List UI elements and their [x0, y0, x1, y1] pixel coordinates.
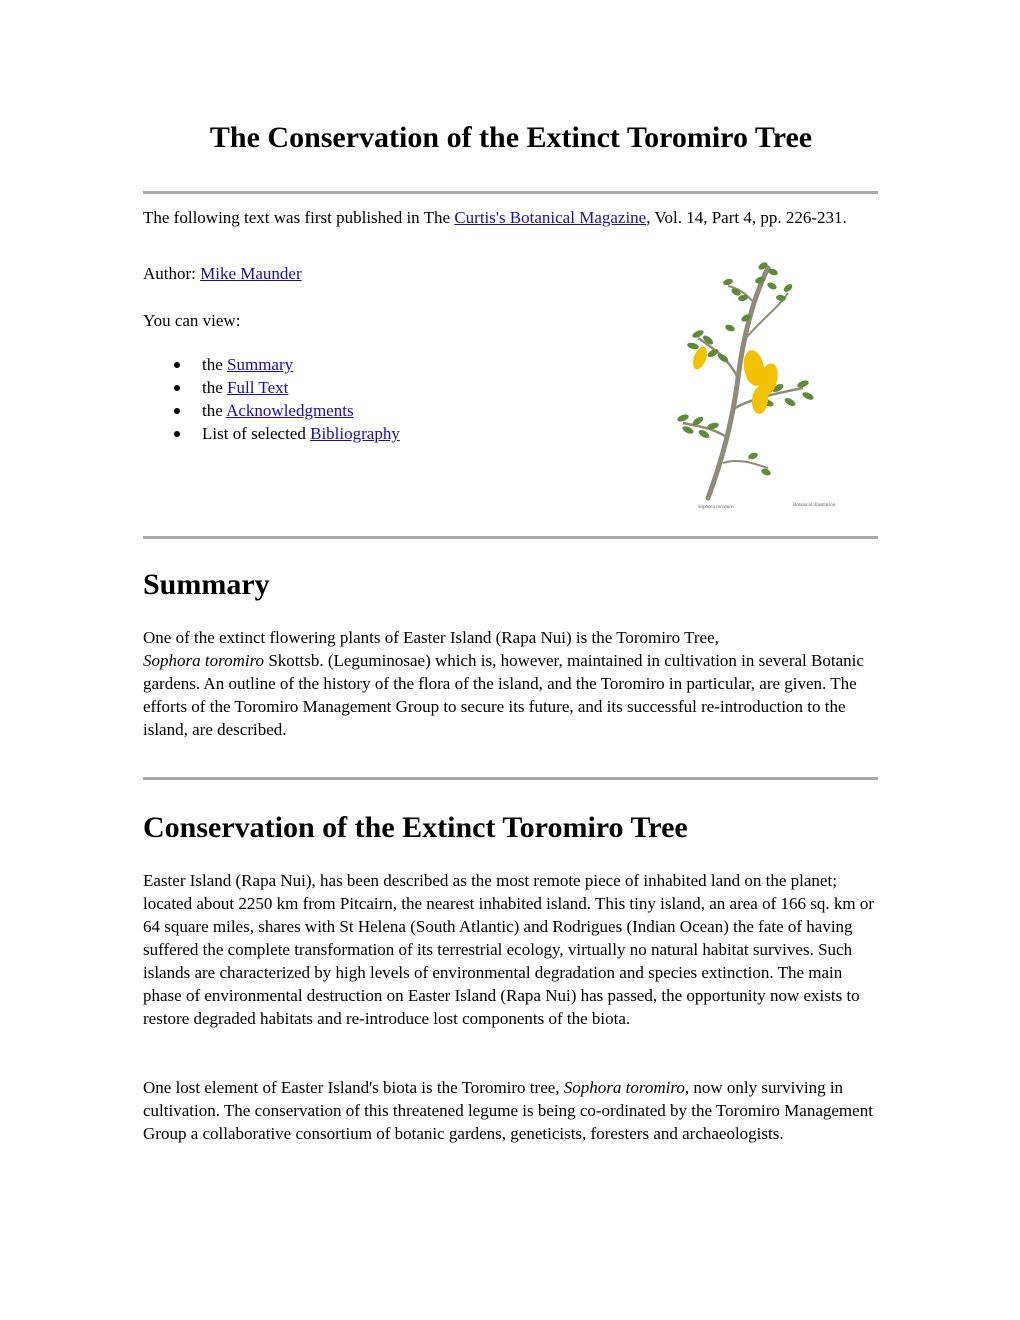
list-item-prefix: the [202, 378, 228, 397]
divider [143, 536, 878, 539]
magazine-link[interactable]: Curtis's Botanical Magazine [454, 208, 647, 227]
view-list [143, 353, 400, 445]
list-item [143, 399, 400, 422]
author-label: Author: [143, 264, 201, 283]
list-item [143, 422, 400, 445]
summary-heading: Summary [143, 568, 270, 601]
list-item [143, 376, 400, 399]
divider [143, 191, 878, 194]
toromiro-illustration [668, 258, 838, 516]
intro-prefix: The following text was first published in The [143, 208, 455, 227]
species-name: Sophora toromiro [563, 1078, 685, 1097]
intro-paragraph [143, 206, 878, 229]
divider [143, 777, 878, 780]
illustration-caption-right: Botanical illustration [793, 503, 836, 508]
paragraph-text: , now only surviving in cultivation. The conservation of this threatened legume is being co-ordinated by the Toromiro Management Group a collaborative consortium of botanic gardens, geneticists, foresters and archaeologists. [143, 1078, 873, 1143]
list-item [143, 353, 400, 376]
illustration-caption-left: Sophora toromiro [698, 505, 734, 510]
bullet-icon [174, 385, 180, 391]
toromiro-branch-icon [668, 258, 838, 516]
species-name: Sophora toromiro [143, 651, 265, 670]
list-item-prefix: the [202, 355, 228, 374]
paragraph-text: One lost element of Easter Island's biota is the Toromiro tree, [143, 1078, 564, 1097]
list-item-prefix: the [202, 401, 227, 420]
summary-link[interactable]: Summary [227, 355, 294, 374]
bullet-icon [174, 362, 180, 368]
intro-suffix: , Vol. 14, Part 4, pp. 226-231. [646, 208, 847, 227]
bullet-icon [174, 408, 180, 414]
page-title: The Conservation of the Extinct Toromiro Tree [209, 121, 813, 154]
list-item-prefix: List of selected [202, 424, 311, 443]
summary-text: One of the extinct flowering plants of Easter Island (Rapa Nui) is the Toromiro Tree [143, 628, 715, 647]
bibliography-link[interactable]: Bibliography [310, 424, 400, 443]
conservation-paragraph: Easter Island (Rapa Nui), has been described as the most remote piece of inhabited land on the planet; located about 2250 km from Pitcairn, the nearest inhabited island. This tiny island, an area of 166 sq. km or 64 square miles, shares with St Helena (South Atlantic) and Rodrigues (Indian Ocean) the fate of having suffered the complete transformation of its terrestrial ecology, virtually no natural habitat survives. Such islands are characterized by high levels of environmental degradation and species extinction. The main phase of environmental destruction on Easter Island (Rapa Nui) has passed, the opportunity now exists to restore degraded habitats and re-introduce lost components of the biota. [143, 871, 874, 1028]
author-link[interactable]: Mike Maunder [200, 264, 302, 283]
summary-comma: , [714, 628, 719, 647]
summary-text: Skottsb. (Leguminosae) which is, however, maintained in cultivation in several Botanic gardens. An outline of the history of the flora of the island, and the Toromiro in particular, are given. The efforts of the Toromiro Management Group to secure its future, and its successful re-introduction to the island, are described. [143, 651, 864, 739]
view-label: You can view: [143, 311, 241, 330]
summary-paragraph [143, 626, 878, 741]
conservation-paragraph-2 [143, 1076, 878, 1145]
bullet-icon [174, 431, 180, 437]
conservation-heading: Conservation of the Extinct Toromiro Tree [143, 811, 688, 844]
acknowledgments-link[interactable]: Acknowledgments [226, 401, 354, 420]
full-text-link[interactable]: Full Text [227, 378, 289, 397]
